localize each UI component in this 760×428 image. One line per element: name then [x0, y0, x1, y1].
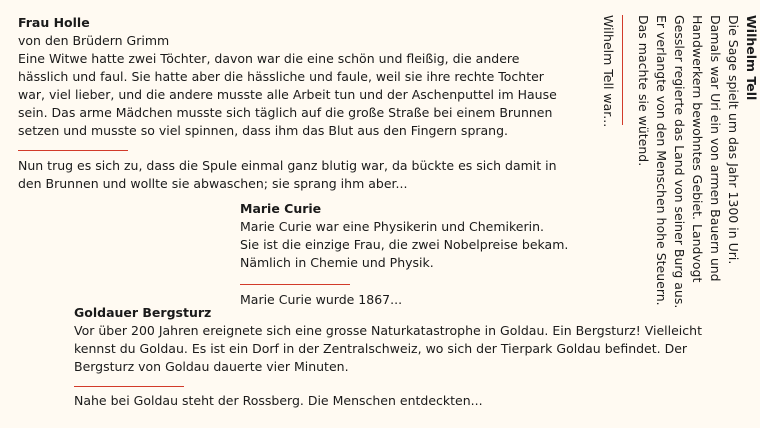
bergsturz-title: Goldauer Bergsturz: [74, 305, 212, 320]
marie-curie-line-2: Sie ist die einzige Frau, die zwei Nobelpreise bekam.: [240, 237, 569, 252]
marie-curie-line-3: Nämlich in Chemie und Physik.: [240, 255, 434, 270]
wilhelm-tell-continuation: Wilhelm Tell war...: [601, 15, 616, 128]
frau-holle-divider: [18, 150, 128, 151]
marie-curie-textbox: [240, 200, 570, 309]
wilhelm-tell-textbox: [599, 15, 760, 315]
bergsturz-textbox: [74, 304, 714, 410]
frau-holle-continuation: Nun trug es sich zu, dass die Spule einmal ganz blutig war, da bückte es sich damit in den Brunnen und wollte sie abwaschen; sie sprang ihm aber...: [18, 158, 557, 191]
bergsturz-continuation: Nahe bei Goldau steht der Rossberg. Die Menschen entdeckten...: [74, 393, 483, 408]
wilhelm-tell-divider: [622, 15, 623, 125]
marie-curie-continuation: Marie Curie wurde 1867...: [240, 292, 403, 307]
wilhelm-tell-text: Die Sage spielt um das Jahr 1300 in Uri. Damals war Uri ein von armen Bauern und Handwerkern bewohntes Gebiet. Landvogt Gessler regierte das Land von seiner Burg aus. Er verlangte von den Menschen hohe Steuern. Das machte sie wütend.: [636, 15, 741, 309]
frau-holle-textbox: [18, 14, 558, 193]
wilhelm-tell-title: Wilhelm Tell: [744, 15, 759, 101]
marie-curie-title: Marie Curie: [240, 201, 322, 216]
bergsturz-divider: [74, 386, 184, 387]
marie-curie-line-1: Marie Curie war eine Physikerin und Chemikerin.: [240, 219, 544, 234]
frau-holle-title: Frau Holle: [18, 15, 90, 30]
frau-holle-subtitle: von den Brüdern Grimm: [18, 33, 170, 48]
marie-curie-divider: [240, 284, 350, 285]
frau-holle-text: Eine Witwe hatte zwei Töchter, davon war die eine schön und fleißig, die andere hässlich und faul. Sie hatte aber die hässliche und faule, weil sie ihre rechte Tochter war, viel lieber, und die andere musste alle Arbeit tun und der Aschenputtel im Hause sein. Das arme Mädchen musste sich täglich auf die große Straße bei einem Brunnen setzen und musste so viel spinnen, dass ihm das Blut aus den Fingern sprang.: [18, 51, 557, 138]
bergsturz-text: Vor über 200 Jahren ereignete sich eine grosse Naturkatastrophe in Goldau. Ein Bergsturz! Vielleicht kennst du Goldau. Es ist ein Dorf in der Zentralschweiz, wo sich der Tierpark Goldau befindet. Der Bergsturz von Goldau dauerte vier Minuten.: [74, 323, 702, 374]
